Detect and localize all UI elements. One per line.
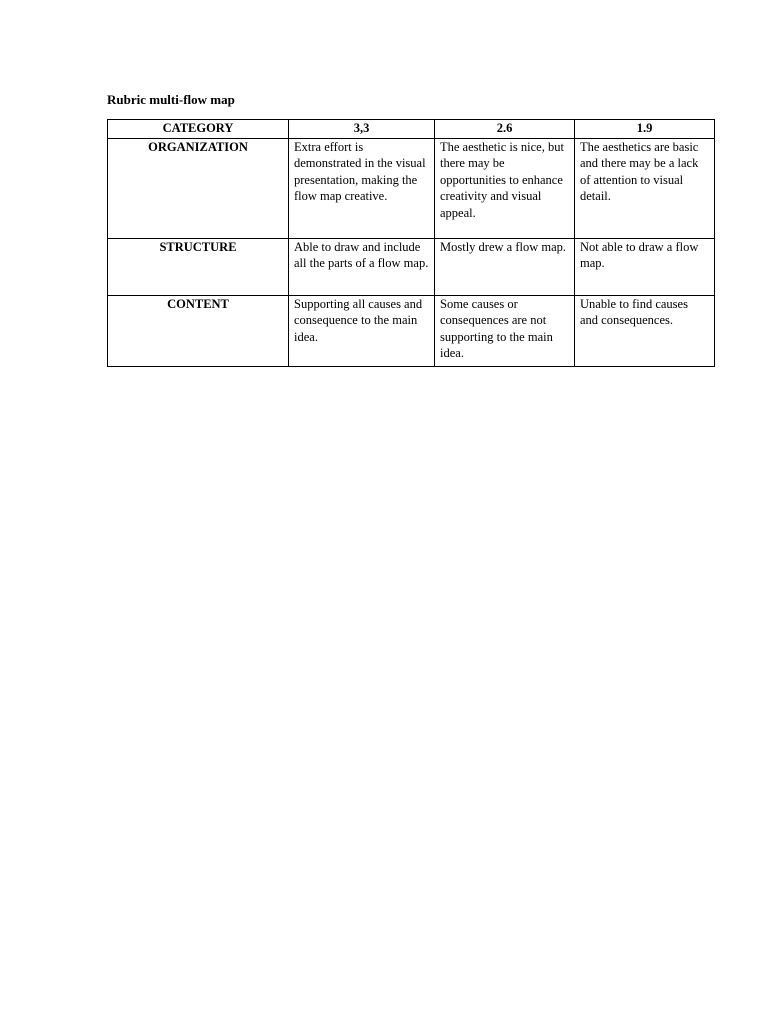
header-category: CATEGORY xyxy=(108,120,289,139)
category-cell: ORGANIZATION xyxy=(108,138,289,238)
header-score-1-9: 1.9 xyxy=(575,120,715,139)
rubric-table xyxy=(107,119,715,367)
category-cell: CONTENT xyxy=(108,295,289,366)
criteria-cell: Extra effort is demonstrated in the visual presentation, making the flow map creative. xyxy=(289,138,435,238)
criteria-cell: Not able to draw a flow map. xyxy=(575,238,715,295)
criteria-cell: Able to draw and include all the parts of a flow map. xyxy=(289,238,435,295)
category-cell: STRUCTURE xyxy=(108,238,289,295)
criteria-cell: Supporting all causes and consequence to the main idea. xyxy=(289,295,435,366)
document-title: Rubric multi-flow map xyxy=(107,92,235,107)
header-score-3-3: 3,3 xyxy=(289,120,435,139)
table-row-structure xyxy=(108,238,715,295)
header-score-2-6: 2.6 xyxy=(435,120,575,139)
table-header-row xyxy=(108,120,715,139)
criteria-cell: Some causes or consequences are not supporting to the main idea. xyxy=(435,295,575,366)
table-row-content xyxy=(108,295,715,366)
criteria-cell: The aesthetics are basic and there may be a lack of attention to visual detail. xyxy=(575,138,715,238)
table-row-organization xyxy=(108,138,715,238)
criteria-cell: Mostly drew a flow map. xyxy=(435,238,575,295)
criteria-cell: The aesthetic is nice, but there may be opportunities to enhance creativity and visual appeal. xyxy=(435,138,575,238)
criteria-cell: Unable to find causes and consequences. xyxy=(575,295,715,366)
